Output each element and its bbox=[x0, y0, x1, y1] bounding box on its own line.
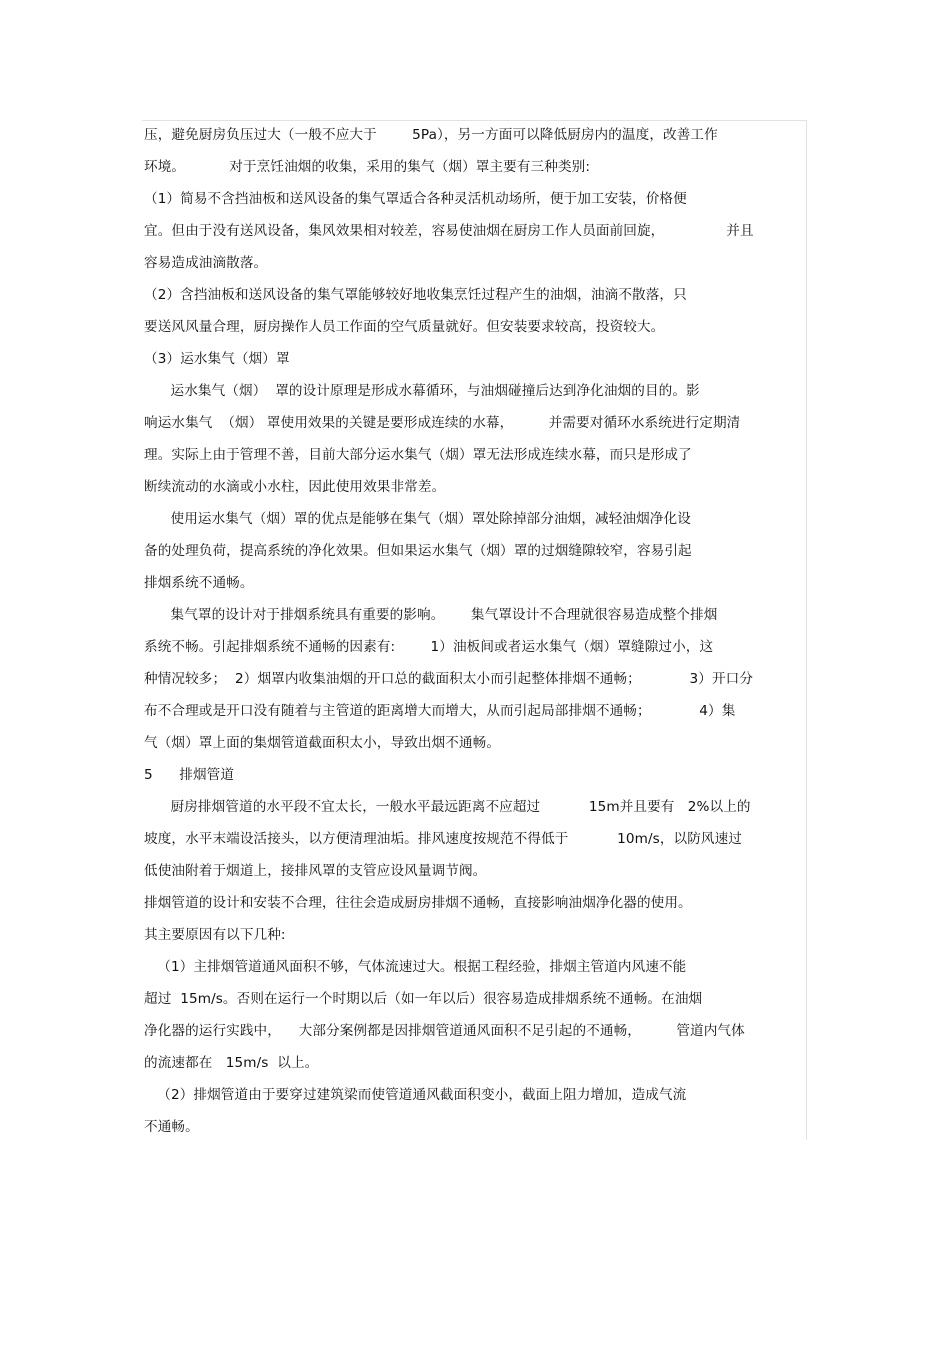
text-line: 排烟管道的设计和安装不合理，往往会造成厨房排烟不通畅，直接影响油烟净化器的使用。 bbox=[144, 895, 692, 911]
text-line: 其主要原因有以下几种: bbox=[144, 927, 286, 943]
page-border-top bbox=[142, 120, 806, 121]
text-line: 气（烟）罩上面的集烟管道截面积太小，导致出烟不通畅。 bbox=[144, 735, 501, 751]
text-line: 超过 15m/s。否则在运行一个时期以后（如一年以后）很容易造成排烟系统不通畅。在油烟 bbox=[144, 991, 703, 1007]
text-line: 环境。 对于烹饪油烟的收集，采用的集气（烟）罩主要有三种类别: bbox=[144, 159, 591, 175]
text-line: 系统不畅。引起排烟系统不通畅的因素有: 1）油板间或者运水集气（烟）罩缝隙过小，这 bbox=[144, 639, 714, 655]
text-line: 种情况较多； 2）烟罩内收集油烟的开口总的截面积太小而引起整体排烟不通畅； 3）开口分 bbox=[144, 671, 754, 687]
text-line: 排烟系统不通畅。 bbox=[144, 575, 254, 591]
text-line: 坡度，水平末端设活接头，以方便清理油垢。排风速度按规范不得低于 10m/s，以防风速过 bbox=[144, 831, 742, 847]
text-line: （2）排烟管道由于要穿过建筑梁而使管道通风截面积变小，截面上阻力增加，造成气流 bbox=[144, 1087, 687, 1103]
text-line: 容易造成油滴散落。 bbox=[144, 255, 268, 271]
section-heading: 5 排烟管道 bbox=[144, 767, 235, 783]
text-line: 集气罩的设计对于排烟系统具有重要的影响。 集气罩设计不合理就很容易造成整个排烟 bbox=[144, 607, 718, 623]
text-line: 的流速都在 15m/s 以上。 bbox=[144, 1055, 319, 1071]
text-line: 低使油附着于烟道上，接排风罩的支管应设风量调节阀。 bbox=[144, 863, 487, 879]
text-line: （1）简易不含挡油板和送风设备的集气罩适合各种灵活机动场所，便于加工安装，价格便 bbox=[144, 191, 687, 207]
text-line: （2）含挡油板和送风设备的集气罩能够较好地收集烹饪过程产生的油烟，油滴不散落，只 bbox=[144, 287, 687, 303]
text-line: 净化器的运行实践中， 大部分案例都是因排烟管道通风面积不足引起的不通畅， 管道内气体 bbox=[144, 1023, 745, 1039]
text-line: 宜。但由于没有送风设备，集风效果相对较差，容易使油烟在厨房工作人员面前回旋， 并且 bbox=[144, 223, 754, 239]
text-line: 响运水集气 （烟） 罩使用效果的关键是要形成连续的水幕， 并需要对循环水系统进行定期清 bbox=[144, 415, 741, 431]
text-line: 压，避免厨房负压过大（一般不应大于 5Pa），另一方面可以降低厨房内的温度，改善工作 bbox=[144, 127, 718, 143]
page-border-right bbox=[806, 120, 807, 1140]
text-line: 运水集气（烟） 罩的设计原理是形成水幕循环，与油烟碰撞后达到净化油烟的目的。影 bbox=[144, 383, 700, 399]
text-line: （1）主排烟管道通风面积不够，气体流速过大。根据工程经验，排烟主管道内风速不能 bbox=[144, 959, 687, 975]
text-line: 使用运水集气（烟）罩的优点是能够在集气（烟）罩处除掉部分油烟，减轻油烟净化设 bbox=[144, 511, 691, 527]
text-line: 厨房排烟管道的水平段不宜太长，一般水平最远距离不应超过 15m并且要有 2%以上的 bbox=[144, 799, 751, 815]
text-line: 备的处理负荷，提高系统的净化效果。但如果运水集气（烟）罩的过烟缝隙较窄，容易引起 bbox=[144, 543, 692, 559]
text-line: 布不合理或是开口没有随着与主管道的距离增大而增大，从而引起局部排烟不通畅； 4）集 bbox=[144, 703, 736, 719]
section-heading: （3）运水集气（烟）罩 bbox=[144, 351, 290, 367]
text-line: 断续流动的水滴或小水柱，因此使用效果非常差。 bbox=[144, 479, 446, 495]
text-line: 要送风风量合理，厨房操作人员工作面的空气质量就好。但安装要求较高，投资较大。 bbox=[144, 319, 665, 335]
text-line: 不通畅。 bbox=[144, 1119, 199, 1135]
text-line: 理。实际上由于管理不善，目前大部分运水集气（烟）罩无法形成连续水幕，而只是形成了 bbox=[144, 447, 692, 463]
